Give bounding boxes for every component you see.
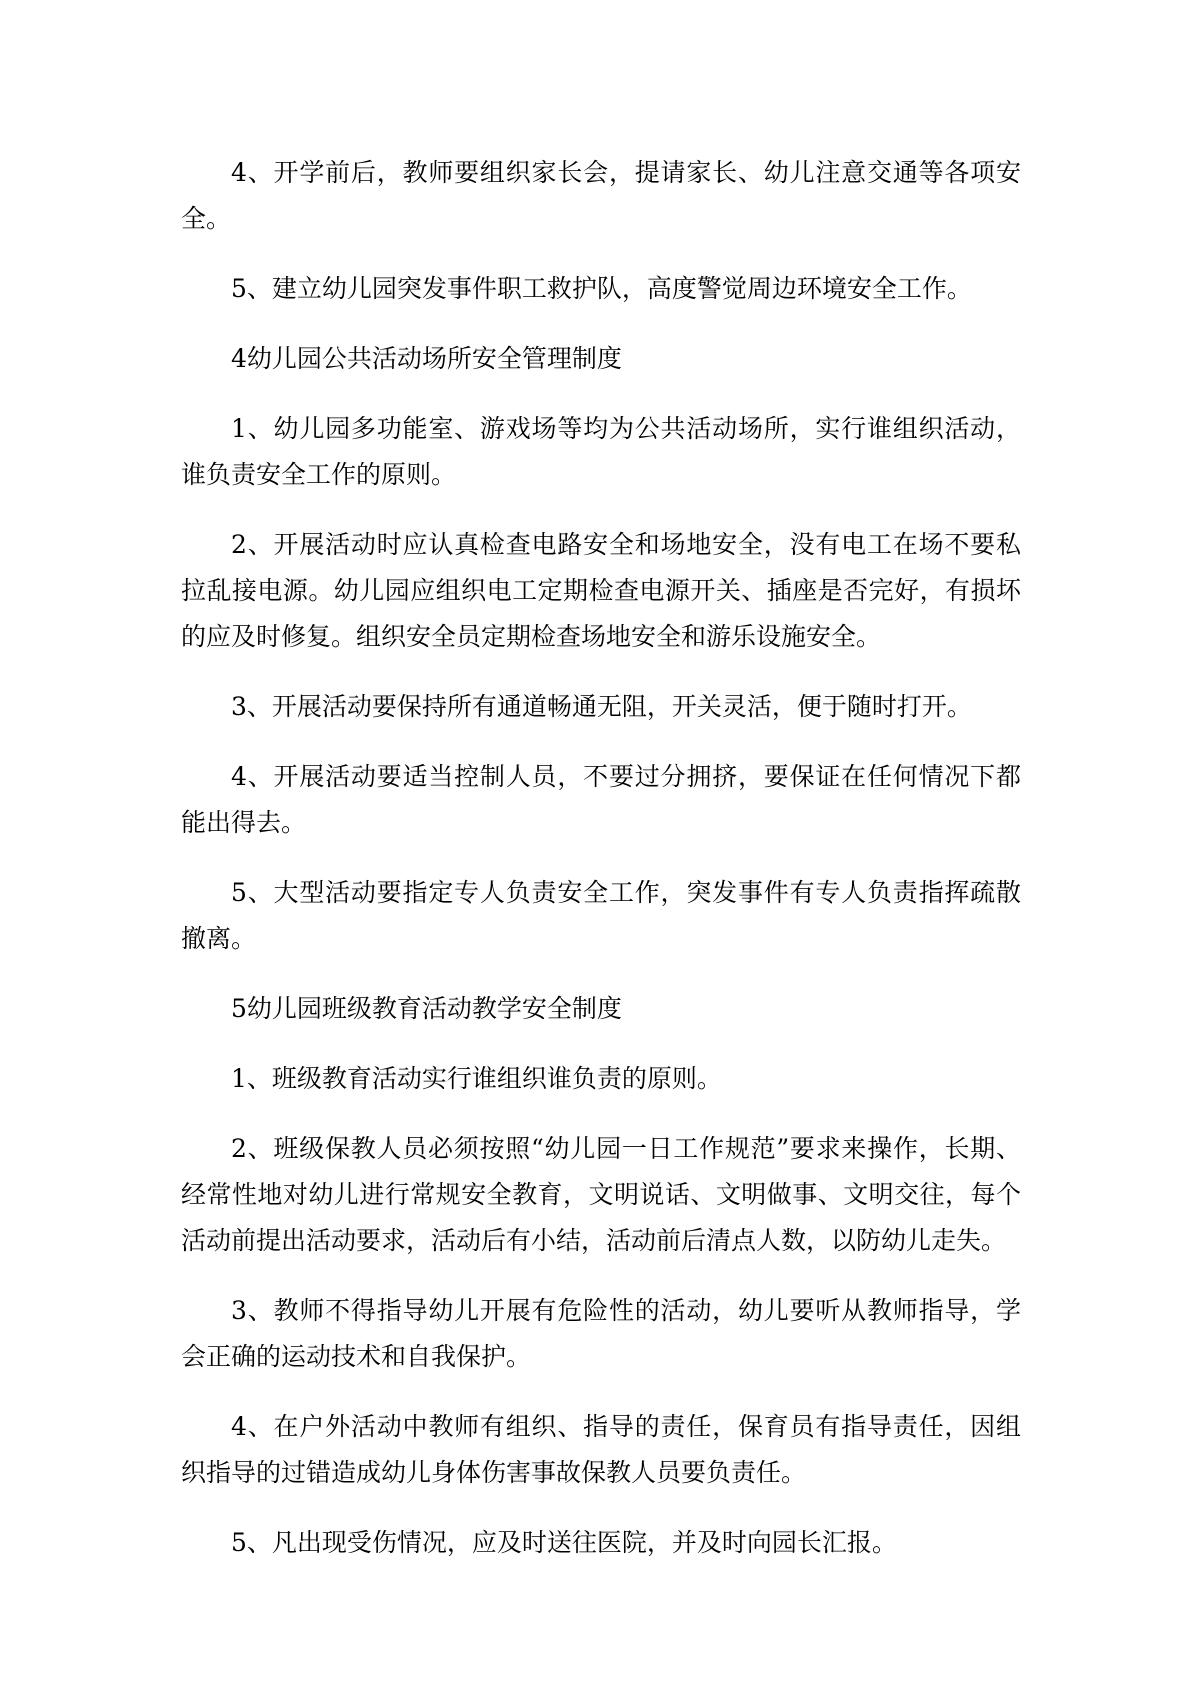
paragraph-class-teaching-5: 5、凡出现受伤情况，应及时送往医院，并及时向园长汇报。 [231,1528,897,1557]
section-heading-public-venues: 4幼儿园公共活动场所安全管理制度 [231,344,622,373]
document-body [181,150,1021,1590]
paragraph-traffic-safety: 4、开学前后，教师要组织家长会，提请家长、幼儿注意交通等各项安全。 [181,158,1021,233]
paragraph-public-venues-1: 1、幼儿园多功能室、游戏场等均为公共活动场所，实行谁组织活动，谁负责安全工作的原则。 [181,414,1021,489]
paragraph-class-teaching-1: 1、班级教育活动实行谁组织谁负责的原则。 [231,1064,722,1093]
paragraph-public-venues-5: 5、大型活动要指定专人负责安全工作，突发事件有专人负责指挥疏散撤离。 [181,878,1021,953]
paragraph-public-venues-2: 2、开展活动时应认真检查电路安全和场地安全，没有电工在场不要私拉乱接电源。幼儿园应组织电工定期检查电源开关、插座是否完好，有损坏的应及时修复。组织安全员定期检查场地安全和游乐设施安全。 [181,530,1021,651]
section-heading-class-teaching: 5幼儿园班级教育活动教学安全制度 [231,994,622,1023]
paragraph-class-teaching-4: 4、在户外活动中教师有组织、指导的责任，保育员有指导责任，因组织指导的过错造成幼儿身体伤害事故保教人员要负责任。 [181,1412,1021,1487]
paragraph-public-venues-4: 4、开展活动要适当控制人员，不要过分拥挤，要保证在任何情况下都能出得去。 [181,762,1021,837]
paragraph-class-teaching-2: 2、班级保教人员必须按照“幼儿园一日工作规范”要求来操作，长期、经常性地对幼儿进行常规安全教育，文明说话、文明做事、文明交往，每个活动前提出活动要求，活动后有小结，活动前后清点人数，以防幼儿走失。 [181,1134,1021,1255]
paragraph-class-teaching-3: 3、教师不得指导幼儿开展有危险性的活动，幼儿要听从教师指导，学会正确的运动技术和自我保护。 [181,1296,1021,1371]
paragraph-emergency-team: 5、建立幼儿园突发事件职工救护队，高度警觉周边环境安全工作。 [231,274,972,303]
paragraph-public-venues-3: 3、开展活动要保持所有通道畅通无阻，开关灵活，便于随时打开。 [231,692,972,721]
